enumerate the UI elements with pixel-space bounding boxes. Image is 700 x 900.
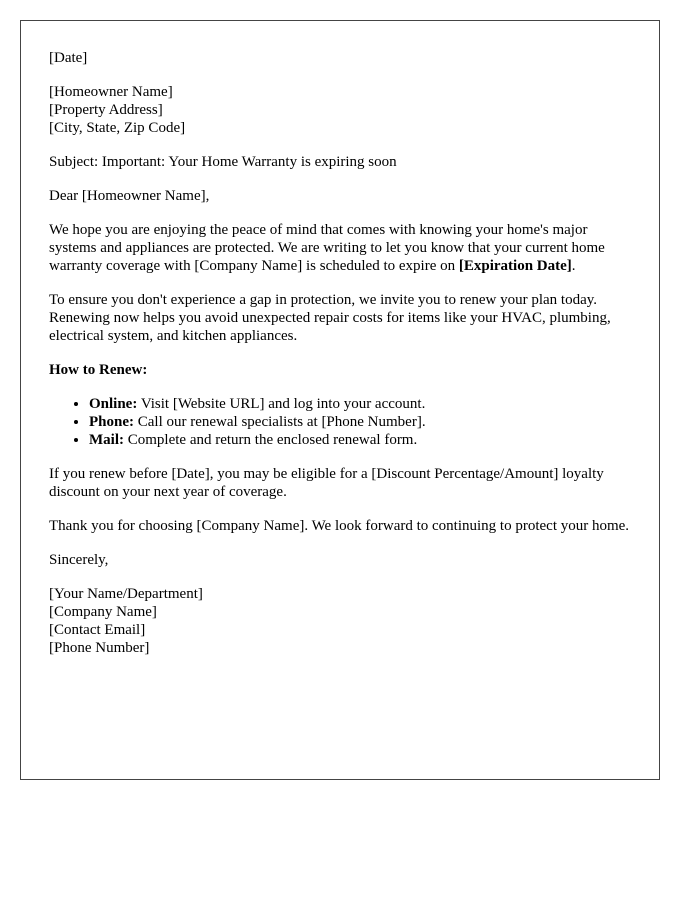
paragraph-renew-invite: To ensure you don't experience a gap in protection, we invite you to renew your plan today. Renewing now helps you avoid unexpected repair costs for items like your HVAC, plumbing, electrical system, and kitchen appliances. (49, 292, 611, 344)
letter-date: [Date] (49, 50, 88, 66)
paragraph-discount: If you renew before [Date], you may be eligible for a [Discount Percentage/Amount] loyalty discount on your next year of coverage. (49, 466, 604, 500)
recipient-address: [Property Address] (49, 102, 163, 118)
renew-option-label: Online: (89, 396, 138, 412)
signature-block (49, 585, 631, 657)
signature-company: [Company Name] (49, 604, 157, 620)
salutation: Dear [Homeowner Name], (49, 188, 210, 204)
paragraph-intro (49, 221, 631, 275)
renew-option-label: Phone: (89, 414, 134, 430)
renew-options-list (49, 395, 631, 449)
signature-phone: [Phone Number] (49, 640, 150, 656)
recipient-name: [Homeowner Name] (49, 84, 173, 100)
renew-option-phone (89, 413, 631, 431)
date-line (49, 49, 631, 67)
recipient-city-state-zip: [City, State, Zip Code] (49, 120, 186, 136)
paragraph-intro-end: . (571, 258, 576, 274)
signature-email: [Contact Email] (49, 622, 146, 638)
renew-option-mail (89, 431, 631, 449)
renew-option-label: Mail: (89, 432, 124, 448)
signature-name-department: [Your Name/Department] (49, 586, 203, 602)
renew-option-text: Visit [Website URL] and log into your account. (137, 396, 426, 412)
recipient-address-block (49, 83, 631, 137)
subject-line: Subject: Important: Your Home Warranty is expiring soon (49, 154, 397, 170)
how-to-renew-heading: How to Renew: (49, 362, 148, 378)
letter-page (20, 20, 660, 780)
paragraph-intro-text: We hope you are enjoying the peace of mind that comes with knowing your home's major systems and appliances are protected. We are writing to let you know that your current home warranty coverage with [Company Name] is scheduled to expire on (49, 222, 605, 274)
expiration-date: [Expiration Date] (458, 258, 572, 274)
renew-option-text: Complete and return the enclosed renewal form. (124, 432, 418, 448)
closing: Sincerely, (49, 552, 109, 568)
renew-option-text: Call our renewal specialists at [Phone Number]. (134, 414, 426, 430)
renew-option-online (89, 395, 631, 413)
paragraph-thanks: Thank you for choosing [Company Name]. We look forward to continuing to protect your home. (49, 518, 630, 534)
